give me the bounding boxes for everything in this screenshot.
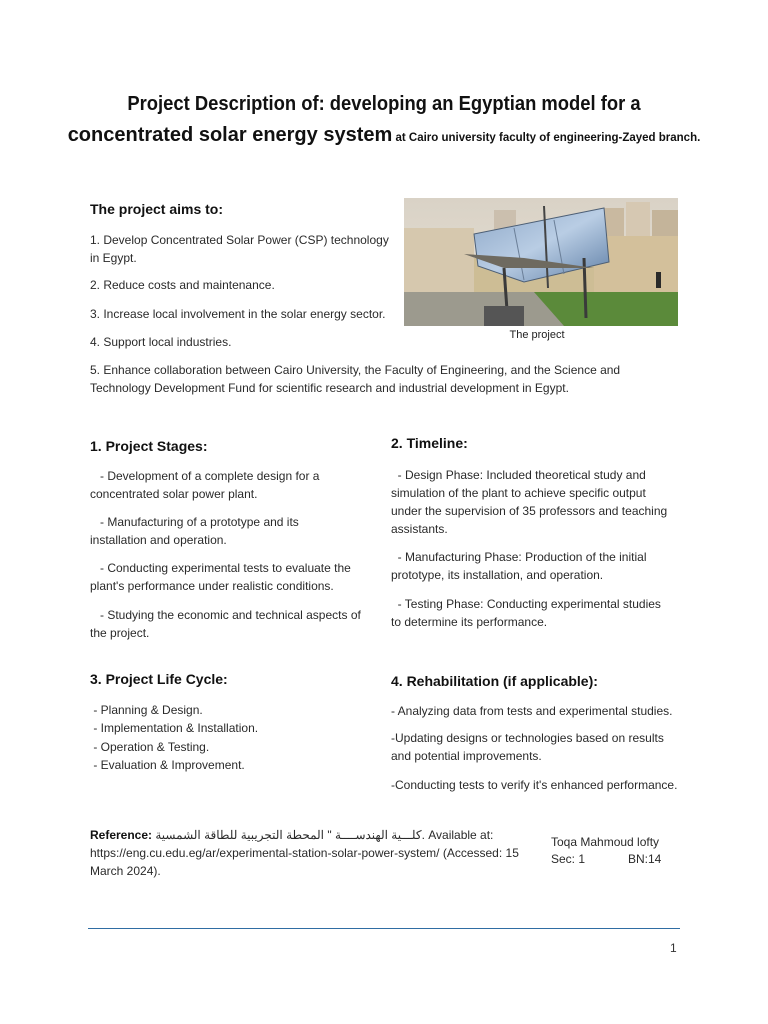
- title-main: concentrated solar energy system: [67, 124, 393, 146]
- lifecycle-item-1: - Planning & Design.: [90, 703, 203, 717]
- author-section: Sec: 1: [551, 852, 586, 866]
- stages-item-1: - Development of a complete design for a concentrated solar power plant.: [90, 469, 323, 501]
- aims-item-1: 1. Develop Concentrated Solar Power (CSP) technology in Egypt.: [90, 233, 389, 265]
- timeline-heading: 2. Timeline:: [391, 435, 468, 451]
- title-sub: at Cairo university faculty of engineering-Zayed branch.: [392, 132, 701, 144]
- photo-caption: The project: [509, 329, 565, 341]
- timeline-item-3: - Testing Phase: Conducting experimental studies to determine its performance.: [391, 597, 665, 629]
- aims-item-4: 4. Support local industries.: [90, 335, 232, 349]
- reference-arabic-title: كلـــية الهندســــة " المحطة التجريبية للطاقة الشمسية: [155, 828, 422, 842]
- rehab-item-3: -Conducting tests to verify it's enhanced performance.: [391, 778, 678, 792]
- timeline-item-1: - Design Phase: Included theoretical study and simulation of the plant to achieve specific output under the supervision of 35 professors and teaching assistants.: [391, 468, 671, 536]
- stages-item-3: - Conducting experimental tests to evaluate the plant's performance under realistic conditions.: [90, 561, 355, 593]
- rehab-item-2: -Updating designs or technologies based on results and potential improvements.: [391, 731, 664, 763]
- rehab-item-1: - Analyzing data from tests and experimental studies.: [391, 704, 673, 718]
- page-title-line-2: [0, 124, 768, 147]
- reference-label: Reference:: [90, 828, 153, 842]
- stages-heading: 1. Project Stages:: [90, 438, 208, 454]
- author-name: Toqa Mahmoud lofty: [551, 835, 660, 849]
- lifecycle-item-3: - Operation & Testing.: [90, 740, 210, 754]
- page-number: 1: [670, 941, 677, 955]
- rehab-heading: 4. Rehabilitation (if applicable):: [391, 673, 598, 689]
- reference-url[interactable]: https://eng.cu.edu.eg/ar/experimental-station-solar-power-system/ (Accessed: 15 March 2024).: [90, 846, 519, 878]
- aims-item-2: 2. Reduce costs and maintenance.: [90, 278, 275, 292]
- footer-divider: [88, 928, 680, 929]
- timeline-item-2: - Manufacturing Phase: Production of the initial prototype, its installation, and operation.: [391, 550, 650, 582]
- stages-item-4: - Studying the economic and technical aspects of the project.: [90, 608, 365, 640]
- lifecycle-heading: 3. Project Life Cycle:: [90, 671, 228, 687]
- aims-heading: The project aims to:: [90, 201, 224, 217]
- stages-item-2: - Manufacturing of a prototype and its installation and operation.: [90, 515, 303, 547]
- lifecycle-item-4: - Evaluation & Improvement.: [90, 758, 245, 772]
- aims-item-5: 5. Enhance collaboration between Cairo University, the Faculty of Engineering, and the Science and Technology Development Fund for scientific research and industrial development in Egypt.: [90, 363, 621, 395]
- page-title-line-1: Project Description of: developing an Egyptian model for a: [127, 93, 641, 115]
- reference-available: . Available at:: [421, 828, 494, 842]
- author-bn: BN:14: [628, 852, 662, 866]
- project-photo: [404, 198, 678, 326]
- lifecycle-item-2: - Implementation & Installation.: [90, 721, 259, 735]
- aims-item-3: 3. Increase local involvement in the solar energy sector.: [90, 307, 386, 321]
- reference: [90, 826, 540, 880]
